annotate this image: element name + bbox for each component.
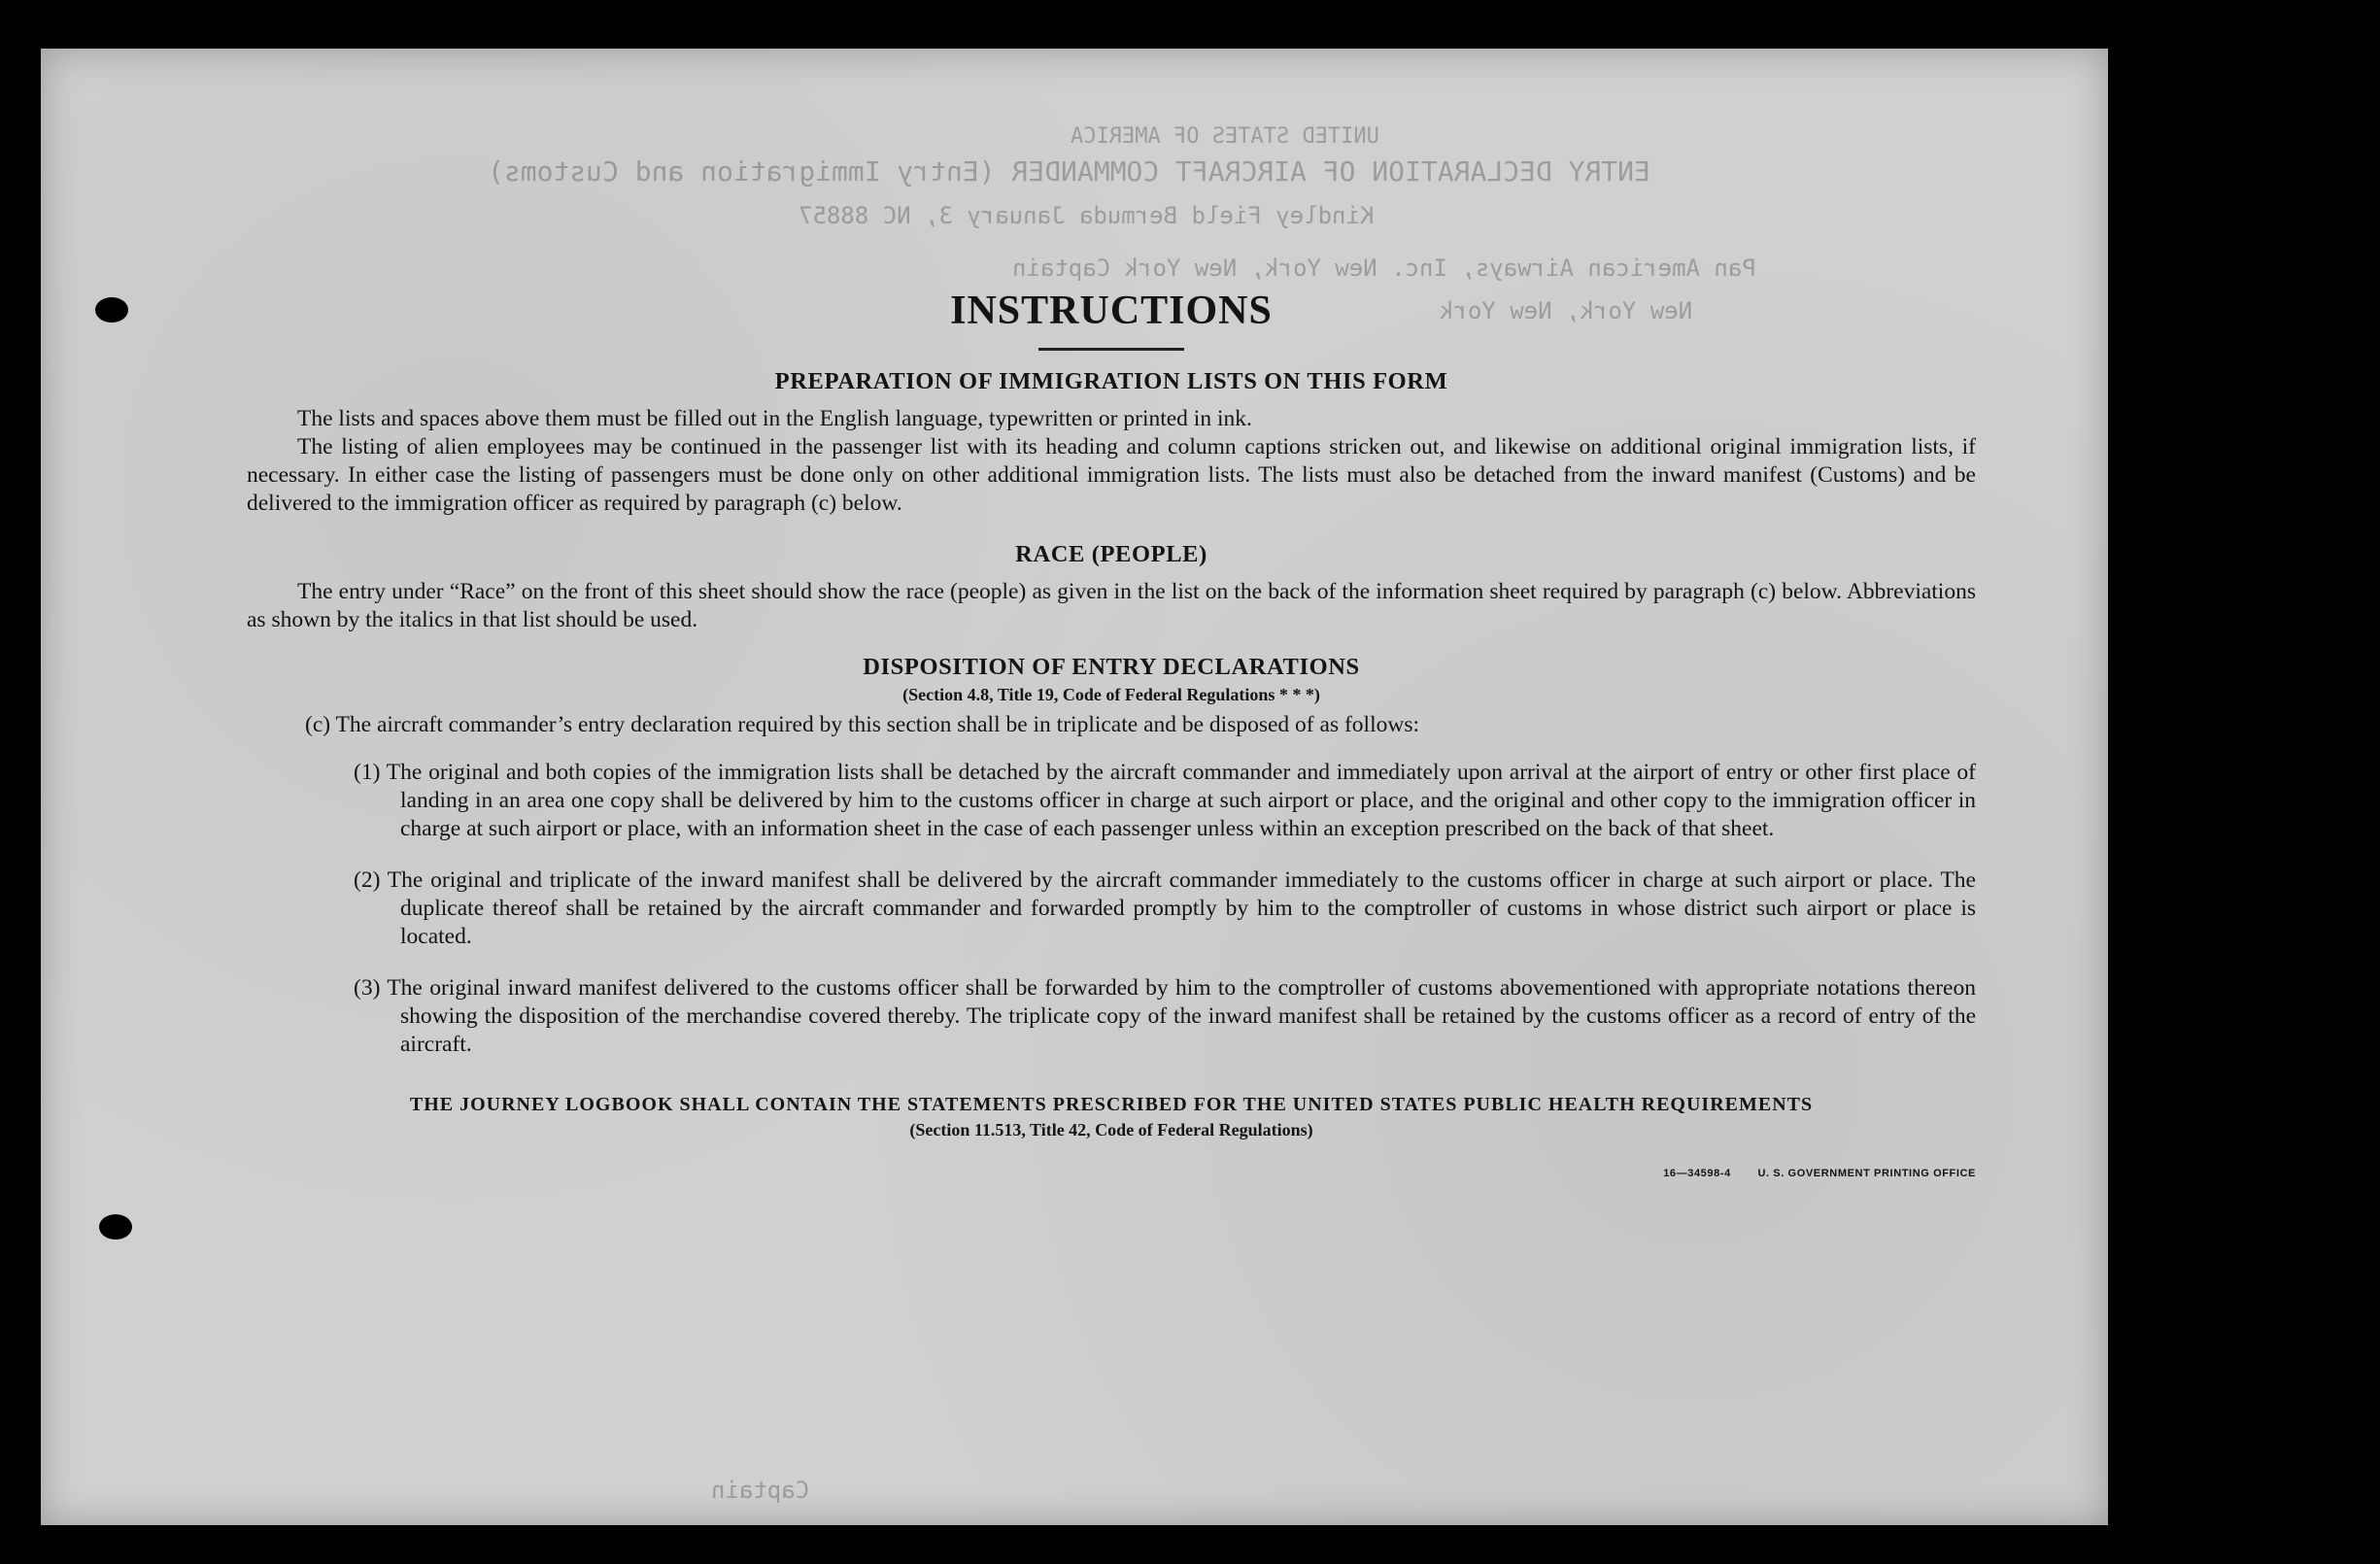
printer-imprint: [1640, 1168, 1976, 1179]
bleed-through-line: Pan American Airways, Inc. New York, New York Captain: [1012, 255, 1756, 282]
section-heading-preparation: PREPARATION OF IMMIGRATION LISTS ON THIS FORM: [774, 368, 1448, 394]
printing-office: U. S. GOVERNMENT PRINTING OFFICE: [1757, 1168, 1976, 1179]
section-heading-race: RACE (PEOPLE): [1015, 541, 1207, 567]
list-item: (2) The original and triplicate of the inward manifest shall be delivered by the aircraft commander immediately to the customs officer in charge at such airport or place. The duplicate thereof shall be retained by the aircraft commander and forwarded promptly by him to the comptroller of customs in whose district such airport or place is located.: [354, 867, 1976, 949]
instructions-content: [247, 243, 1976, 1179]
bleed-through-line: New York, New York: [1440, 297, 1693, 324]
bleed-through-line: Kindley Field Bermuda January 3, NC 88857: [799, 202, 1375, 229]
section-heading-disposition: DISPOSITION OF ENTRY DECLARATIONS: [863, 654, 1360, 680]
document-sheet: [41, 49, 2108, 1525]
title-underline: [1038, 348, 1184, 351]
section-subheading-disposition: (Section 4.8, Title 19, Code of Federal Regulations * * *): [902, 685, 1320, 704]
paragraph-alien-employees: The listing of alien employees may be continued in the passenger list with its heading and column captions stricken out, and likewise on additional original immigration lists, if necessary. In either case the listing of passengers must be done only on other additional immigration lists. The lists must also be detached from the inward manifest (Customs) and be delivered to the immigration officer as required by paragraph (c) below.: [247, 434, 1976, 516]
punch-hole: [99, 1214, 132, 1240]
list-item: (3) The original inward manifest delivered to the customs officer shall be forwarded by him to the comptroller of customs abovementioned with appropriate notations thereon showing the disposition of the merchandise covered thereby. The triplicate copy of the inward manifest shall be retained by the customs officer as a record of entry of the aircraft.: [354, 975, 1976, 1057]
paragraph-language: The lists and spaces above them must be filled out in the English language, typewritten or printed in ink.: [297, 406, 1252, 431]
list-item: (1) The original and both copies of the immigration lists shall be detached by the aircraft commander and immediately upon arrival at the airport of entry or other first place of landing in an area one copy shall be delivered by him to the customs officer in charge at such airport or place, and the original and other copy to the immigration officer in charge at such airport or place, with an information sheet in the case of each passenger unless within an exception prescribed on the back of that sheet.: [354, 760, 1976, 841]
paragraph-c: (c) The aircraft commander’s entry declaration required by this section shall be in triplicate and be disposed of as follows:: [305, 712, 1419, 737]
form-number: 16—34598-4: [1663, 1168, 1731, 1179]
page-title: INSTRUCTIONS: [950, 289, 1273, 333]
bleed-through-line: ENTRY DECLARATION OF AIRCRAFT COMMANDER (Entry Immigration and Customs): [488, 155, 1650, 187]
logbook-statement: THE JOURNEY LOGBOOK SHALL CONTAIN THE STATEMENTS PRESCRIBED FOR THE UNITED STATES PUBLIC HEALTH REQUIREMENTS: [409, 1094, 1814, 1115]
bleed-through-line: Captain: [711, 1477, 810, 1504]
logbook-citation: (Section 11.513, Title 42, Code of Federal Regulations): [909, 1120, 1313, 1139]
punch-hole: [95, 297, 128, 323]
bleed-through-line: UNITED STATES OF AMERICA: [1071, 124, 1379, 149]
paragraph-race: The entry under “Race” on the front of this sheet should show the race (people) as given in the list on the back of the information sheet required by paragraph (c) below. Abbreviations as shown by the italics in that list should be used.: [247, 579, 1976, 632]
